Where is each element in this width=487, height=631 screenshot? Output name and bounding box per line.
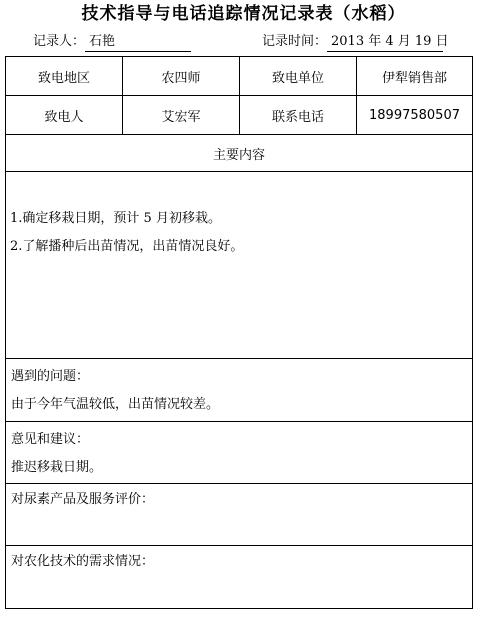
- call-unit-label: 致电单位: [240, 57, 357, 96]
- page-title: 技术指导与电话追踪情况记录表（水稻）: [81, 4, 406, 24]
- call-region-value: 农四师: [123, 57, 240, 96]
- table-row: [6, 484, 473, 546]
- call-region-label: 致电地区: [6, 57, 123, 96]
- table-row: [6, 359, 473, 422]
- need-label: 对农化技术的需求情况：: [11, 554, 155, 569]
- table-row: [6, 57, 473, 96]
- table-row: [6, 546, 473, 609]
- record-time-label: 记录时间：: [262, 34, 328, 49]
- caller-label: 致电人: [6, 96, 123, 135]
- advice-label: 意见和建议：: [11, 432, 90, 447]
- need-cell: [6, 546, 473, 609]
- problem-label: 遇到的问题：: [11, 369, 90, 384]
- advice-cell: [6, 422, 473, 484]
- main-content-header: 主要内容: [6, 135, 473, 172]
- problem-text: 由于今年气温较低，出苗情况较差。: [11, 397, 220, 412]
- table-row: [6, 96, 473, 135]
- advice-text: 推迟移栽日期。: [11, 460, 103, 475]
- table-row: [6, 422, 473, 484]
- evaluation-cell: [6, 484, 473, 546]
- main-content-cell: [6, 172, 473, 359]
- main-content-line: 2.了解播种后出苗情况，出苗情况良好。: [10, 239, 244, 254]
- call-unit-value: 伊犁销售部: [357, 57, 473, 96]
- recorder-value: 石艳: [85, 33, 191, 52]
- record-table: [5, 56, 473, 609]
- record-time-value: 2013 年 4 月 19 日: [327, 33, 443, 52]
- recorder-field: [33, 33, 191, 52]
- recorder-label: 记录人：: [33, 34, 86, 49]
- evaluation-label: 对尿素产品及服务评价：: [11, 492, 155, 507]
- table-row: [6, 172, 473, 359]
- phone-label: 联系电话: [240, 96, 357, 135]
- main-content-line: 1.确定移栽日期，预计 5 月初移栽。: [10, 211, 221, 226]
- problem-cell: [6, 359, 473, 422]
- phone-value: 18997580507: [357, 96, 473, 135]
- caller-value: 艾宏军: [123, 96, 240, 135]
- record-time-field: [262, 33, 449, 52]
- table-row: [6, 135, 473, 172]
